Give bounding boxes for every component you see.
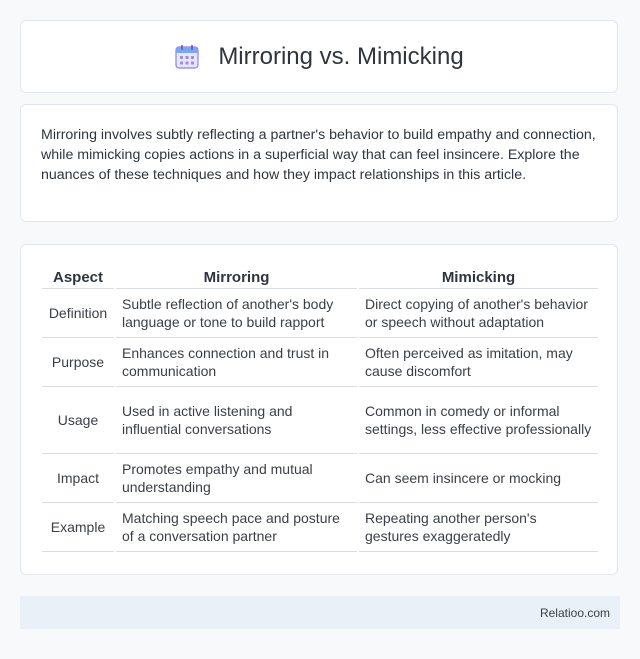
mimicking-cell: Common in comedy or informal settings, less effective professionally — [359, 387, 598, 454]
mirroring-cell: Used in active listening and influential conversations — [116, 387, 357, 454]
comparison-table — [42, 265, 598, 552]
title-group — [174, 43, 463, 71]
footer-site-name: Relatioo.com — [539, 605, 610, 620]
intro-card — [20, 104, 618, 222]
aspect-cell: Usage — [42, 387, 114, 454]
aspect-cell: Purpose — [42, 338, 114, 387]
mimicking-cell: Often perceived as imitation, may cause discomfort — [359, 338, 598, 387]
table-row — [42, 387, 598, 454]
table-row — [42, 503, 598, 552]
aspect-cell: Impact — [42, 454, 114, 503]
page-title: Mirroring vs. Mimicking — [218, 42, 464, 70]
mimicking-cell: Repeating another person's gestures exaggeratedly — [359, 503, 598, 552]
title-card — [20, 20, 618, 93]
intro-paragraph: Mirroring involves subtly reflecting a partner's behavior to build empathy and connection, while mimicking copies actions in a superficial way that can feel insincere. Explore the nuances of these techniques and how they impact relationships in this article. — [41, 127, 596, 183]
table-row — [42, 338, 598, 387]
aspect-cell: Example — [42, 503, 114, 552]
calendar-icon — [174, 44, 200, 70]
mirroring-cell: Enhances connection and trust in communication — [116, 338, 357, 387]
mirroring-cell: Matching speech pace and posture of a conversation partner — [116, 503, 357, 552]
column-header-mirroring: Mirroring — [116, 265, 357, 289]
mirroring-cell: Promotes empathy and mutual understanding — [116, 454, 357, 503]
table-row — [42, 289, 598, 338]
table-header-row — [42, 265, 598, 289]
mimicking-cell: Can seem insincere or mocking — [359, 454, 598, 503]
column-header-aspect: Aspect — [42, 265, 114, 289]
aspect-cell: Definition — [42, 289, 114, 338]
mimicking-cell: Direct copying of another's behavior or speech without adaptation — [359, 289, 598, 338]
column-header-mimicking: Mimicking — [359, 265, 598, 289]
mirroring-cell: Subtle reflection of another's body language or tone to build rapport — [116, 289, 357, 338]
table-row — [42, 454, 598, 503]
comparison-card — [20, 244, 618, 575]
footer-bar — [20, 596, 620, 629]
